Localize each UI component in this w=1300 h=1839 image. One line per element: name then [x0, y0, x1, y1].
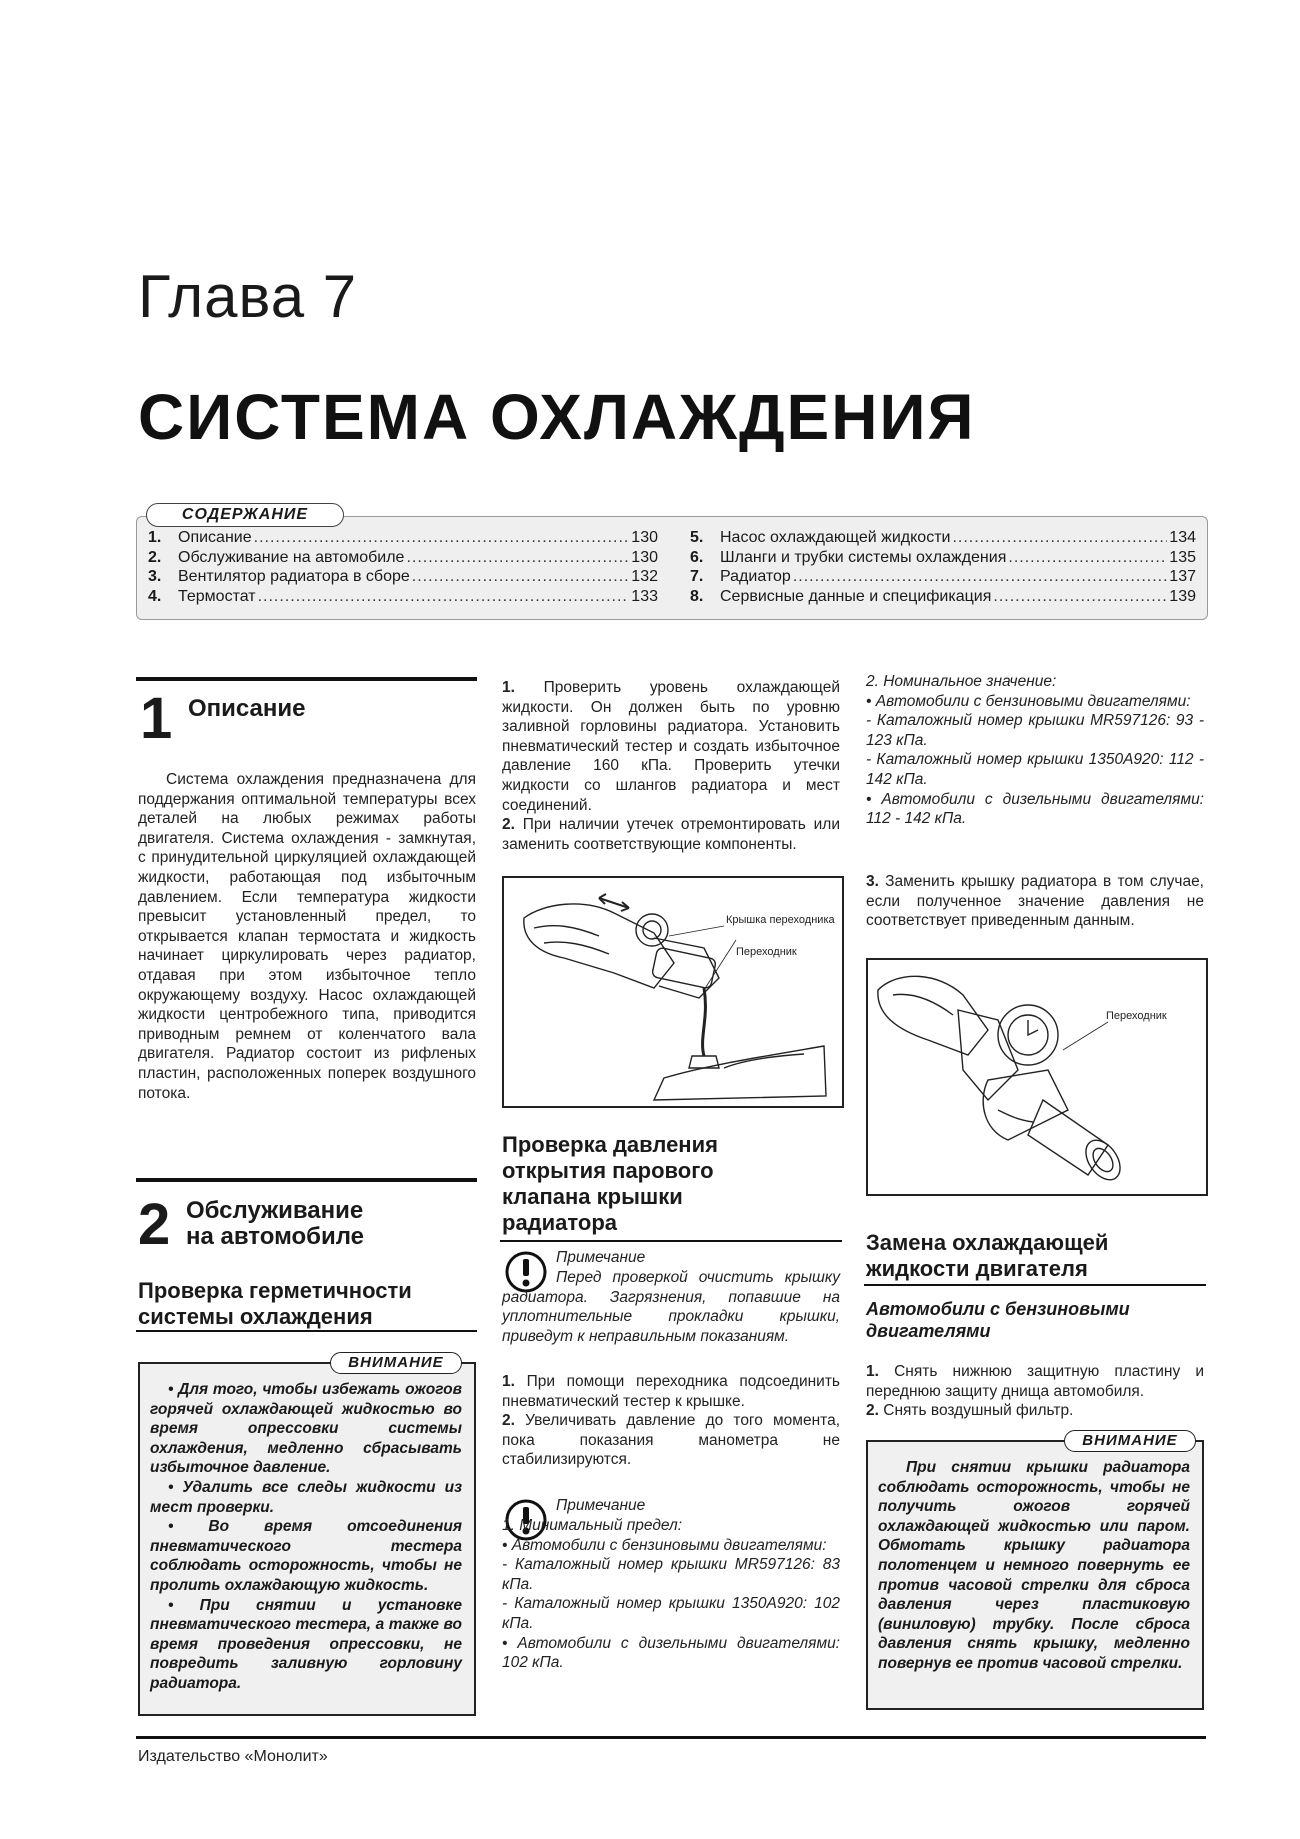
toc-number: 5. — [690, 529, 704, 546]
toc-label: Сервисные данные и спецификация — [720, 587, 992, 605]
warning-item: • Во время отсоединения пневматического тестера соблюдать осторожность, чтобы не пролить охлаждающую жидкость. — [150, 1518, 462, 1594]
section-1-body — [138, 770, 476, 1103]
note-1-heading: Примечание — [556, 1249, 646, 1266]
note-line: • Автомобили с дизельными двигателями: 102 кПа. — [502, 1634, 840, 1672]
toc-leader-dots — [406, 548, 629, 568]
note-line: • Автомобили с бензиновыми двигателями: — [502, 1536, 827, 1554]
toc-number: 1. — [148, 529, 162, 546]
toc-leader-dots — [793, 567, 1167, 587]
toc-number: 2. — [148, 548, 162, 566]
toc-row — [690, 528, 1196, 548]
step-item — [502, 1411, 840, 1470]
toc-row — [690, 548, 1196, 568]
toc-number: 8. — [690, 587, 704, 605]
subsection-rule — [136, 1330, 477, 1332]
step-text: Увеличивать давление до того момента, пока показания манометра не стабилизируются. — [502, 1412, 840, 1469]
note-line: 1. Минимальный предел: — [502, 1517, 683, 1534]
footer-rule — [136, 1736, 1206, 1739]
warning-label: ВНИМАНИЕ — [330, 1352, 462, 1374]
note-2-text — [502, 1516, 840, 1673]
note-line: - Каталожный номер крышки MR597126: 83 кПа. — [502, 1556, 840, 1593]
toc-leader-dots — [412, 567, 630, 587]
step-text: Снять воздушный фильтр. — [883, 1402, 1074, 1420]
step-item — [502, 678, 840, 815]
section-rule — [136, 1178, 477, 1182]
nominal-values — [866, 672, 1204, 829]
title-line: радиатора — [502, 1210, 617, 1235]
title-line: открытия парового — [502, 1158, 714, 1183]
section-1-number: 1 — [140, 686, 173, 751]
step-item — [866, 1362, 1204, 1401]
step-item — [502, 1372, 840, 1411]
toc-leader-dots — [993, 587, 1167, 607]
section-2-title-line: Обслуживание — [186, 1197, 364, 1224]
step-text: Заменить крышку радиатора в том случае, если полученное значение давления не соответствует приведенным данным. — [866, 873, 1204, 930]
section-2-title — [186, 1198, 364, 1250]
step-number: 1. — [866, 1363, 879, 1380]
coolant-replace-title — [866, 1230, 1108, 1282]
toc-leader-dots — [952, 528, 1167, 548]
toc-heading: СОДЕРЖАНИЕ — [146, 503, 344, 527]
warning-item: • Удалить все следы жидкости из мест проверки. — [150, 1478, 462, 1516]
nominal-line: • Автомобили с бензиновыми двигателями: — [866, 692, 1191, 710]
toc-row — [148, 528, 658, 548]
title-line: жидкости двигателя — [866, 1256, 1088, 1281]
toc-row — [148, 548, 658, 568]
nominal-line: 2. Номинальное значение: — [866, 673, 1057, 690]
step-text: При помощи переходника подсоединить пневматический тестер к крышке. — [502, 1373, 841, 1410]
gasoline-engines-title — [866, 1298, 1130, 1342]
toc-label: Радиатор — [720, 568, 791, 585]
toc-leader-dots — [1008, 548, 1167, 568]
note-1-text: Перед проверкой очистить крышку радиатора. Загрязнения, попавшие на уплотнительные прокладки крышки, приведут к неправильным показаниям. — [502, 1269, 840, 1345]
toc-page: 132 — [631, 568, 658, 585]
step-number: 2. — [502, 816, 515, 834]
leak-check-title — [138, 1278, 412, 1330]
toc-page: 133 — [631, 587, 658, 605]
toc-row — [148, 587, 658, 607]
step-number: 3. — [866, 873, 879, 890]
toc-label: Обслуживание на автомобиле — [178, 548, 405, 566]
section-2-number: 2 — [138, 1192, 171, 1257]
toc-page: 130 — [631, 548, 658, 566]
section-1-paragraph: Система охлаждения предназначена для поддержания оптимальной температуры всех деталей на любых режимах работы двигателя. Система охлаждения - замкнутая, с принудительной циркуляцией охлаждающей жидкости, работающая под избыточным давлением. Если температура жидкости превысит установленный предел, то открывается клапан термостата и жидкость начинает циркулировать через радиатор, отдавая при этом избыточное тепло окружающему воздуху. Насос охлаждающей жидкости центробежного типа, приводится приводным ремнем от коленчатого вала двигателя. Радиатор состоит из рифленых пластин, расположенных поперек воздушного потока. — [138, 771, 476, 1102]
subsection-rule — [864, 1284, 1206, 1286]
toc-row — [690, 587, 1196, 607]
replace-cap-step — [866, 872, 1204, 931]
toc-number: 6. — [690, 548, 704, 566]
cap-test-steps — [502, 1372, 840, 1470]
toc-page: 137 — [1169, 568, 1196, 585]
toc-row — [690, 567, 1196, 587]
toc-page: 130 — [631, 529, 658, 546]
step-text: Проверить уровень охлаждающей жидкости. Он должен быть по уровню заливной горловины радиатора. Установить пневматический тестер и создать избыточное давление 160 кПа. Проверить утечки жидкости со шлангов радиатора и мест соединений. — [502, 679, 841, 814]
step-item — [866, 872, 1204, 931]
step-item — [502, 815, 840, 854]
toc-page: 139 — [1169, 587, 1196, 605]
figure-label-adapter: Переходник — [1106, 1010, 1167, 1022]
toc-label: Описание — [178, 529, 252, 546]
section-rule — [136, 677, 477, 681]
nominal-line: - Каталожный номер крышки MR597126: 93 - 123 кПа. — [866, 712, 1204, 749]
cap-adapter-illustration — [868, 960, 1206, 1194]
warning-item: • При снятии и установке пневматического тестера, а также во время проведения опрессовки, не повредить заливную горловину радиатора. — [150, 1596, 462, 1692]
title-line: Проверка давления — [502, 1132, 718, 1157]
cap-valve-check-title — [502, 1132, 718, 1236]
title-line: клапана крышки — [502, 1184, 683, 1209]
leak-check-title-line: Проверка герметичности — [138, 1278, 412, 1303]
title-line: двигателями — [866, 1321, 991, 1341]
warning-text-right: При снятии крышки радиатора соблюдать осторожность, чтобы не получить ожогов горячей охлаждающей жидкостью или паром. Обмотать крышку радиатора полотенцем и немного повернуть ее против часовой стрелки для сброса давления через пластиковую (виниловую) трубку. После сброса давления снять крышку, медленно повернув ее против часовой стрелки. — [878, 1459, 1190, 1672]
toc-leader-dots — [258, 587, 630, 607]
step-item — [866, 1401, 1204, 1421]
chapter-label: Глава 7 — [138, 263, 358, 330]
toc-label: Насос охлаждающей жидкости — [720, 529, 951, 546]
figure-tester-on-radiator — [502, 876, 844, 1108]
chapter-title: СИСТЕМА ОХЛАЖДЕНИЯ — [138, 381, 976, 453]
toc-left-column — [148, 528, 658, 606]
toc-number: 4. — [148, 587, 162, 605]
figure-label-adapter: Переходник — [736, 946, 797, 958]
nominal-line: - Каталожный номер крышки 1350A920: 112 - 142 кПа. — [866, 751, 1204, 788]
nominal-line: • Автомобили с дизельными двигателями: 112 - 142 кПа. — [866, 790, 1204, 828]
section-2-title-line: на автомобиле — [186, 1223, 365, 1250]
note-2-heading: Примечание — [556, 1497, 646, 1514]
toc-row — [148, 567, 658, 587]
pressure-test-steps — [502, 678, 840, 854]
note-line: - Каталожный номер крышки 1350A920: 102 кПа. — [502, 1595, 840, 1632]
step-text: При наличии утечек отремонтировать или заменить соответствующие компоненты. — [502, 816, 840, 853]
toc-number: 7. — [690, 568, 704, 585]
figure-cap-adapter — [866, 958, 1208, 1196]
coolant-replace-steps — [866, 1362, 1204, 1421]
warning-item: • Для того, чтобы избежать ожогов горячей охлаждающей жидкостью во время опрессовки системы охлаждения, медленно сбрасывать избыточное давление. — [150, 1381, 462, 1477]
step-number: 1. — [502, 1373, 515, 1390]
warning-label: ВНИМАНИЕ — [1064, 1430, 1196, 1452]
toc-page: 135 — [1169, 548, 1196, 566]
figure-label-adapter-cap: Крышка переходника — [726, 914, 835, 926]
leak-check-title-line: системы охлаждения — [138, 1304, 373, 1329]
subsection-rule — [500, 1240, 842, 1242]
tester-illustration — [504, 878, 842, 1106]
step-number: 2. — [502, 1412, 515, 1430]
toc-label: Вентилятор радиатора в сборе — [178, 568, 410, 585]
toc-number: 3. — [148, 568, 162, 585]
toc-leader-dots — [254, 528, 630, 548]
toc-label: Шланги и трубки системы охлаждения — [720, 548, 1007, 566]
publisher: Издательство «Монолит» — [138, 1748, 328, 1765]
warning-text-left — [150, 1380, 462, 1694]
step-number: 2. — [866, 1402, 879, 1420]
toc-page: 134 — [1169, 529, 1196, 546]
step-number: 1. — [502, 679, 515, 696]
toc-label: Термостат — [178, 587, 256, 605]
section-1-title: Описание — [188, 695, 306, 722]
title-line: Замена охлаждающей — [866, 1230, 1109, 1255]
step-text: Снять нижнюю защитную пластину и переднюю защиту днища автомобиля. — [866, 1363, 1205, 1400]
toc-right-column — [690, 528, 1196, 606]
title-line: Автомобили с бензиновыми — [866, 1299, 1130, 1319]
